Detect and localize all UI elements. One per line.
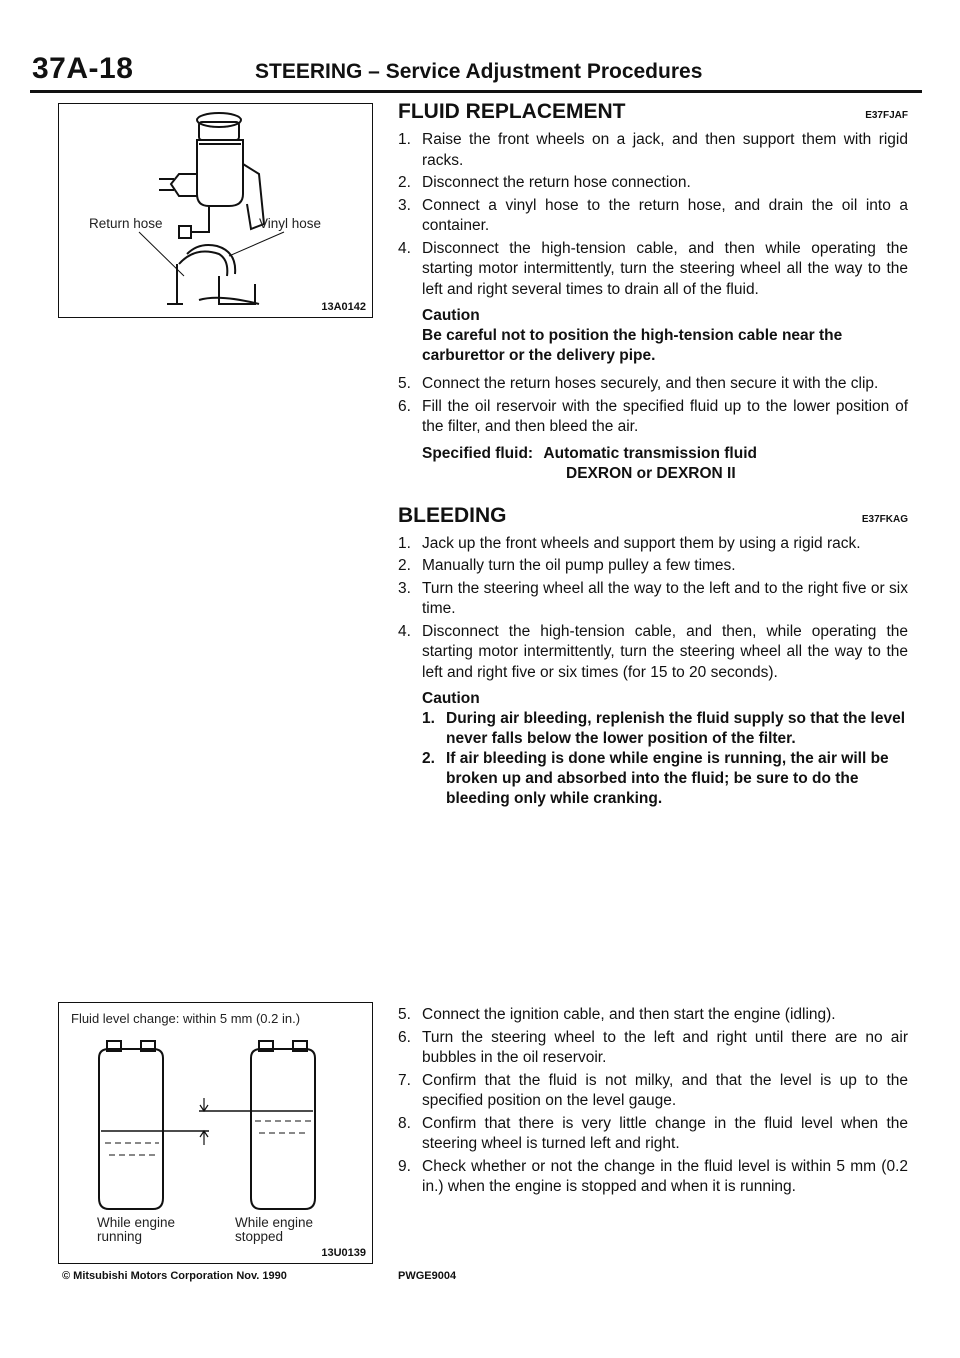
section-title: STEERING – Service Adjustment Procedures [255,60,703,83]
list-item: 8. Confirm that there is very little change in the fluid level when the steering wheel is turned left and right. [398,1114,908,1152]
specified-fluid [398,444,908,484]
main-column-bottom [398,1005,908,1200]
list-item: 6. Fill the oil reservoir with the specified fluid up to the lower position of the filter, and then bleed the air. [398,397,908,435]
heading-bleeding: BLEEDING [398,503,507,527]
spec-value-line2: DEXRON or DEXRON II [566,464,736,482]
list-item: 5. Connect the ignition cable, and then start the engine (idling). [398,1006,836,1023]
caution-title: Caution [422,690,480,707]
list-item: 6. Turn the steering wheel to the left and right until there are no air bubbles in the oil reservoir. [398,1028,908,1066]
figure-return-hose [58,103,373,318]
label-engine-stopped [235,1216,313,1244]
figure-fluid-level [58,1002,373,1264]
spec-value-line1: Automatic transmission fluid [543,444,757,462]
caution-text: Be careful not to position the high-tension cable near the carburettor or the delivery pipe. [422,327,843,364]
figure-code: 13U0139 [321,1247,366,1259]
caution-item: 2. If air bleeding is done while engine is running, the air will be broken up and absorbed into the fluid; be sure to do the bleeding only while cranking. [422,750,889,807]
label-stopped-line2: stopped [235,1229,284,1244]
page-number: 37A-18 [32,52,134,85]
fluid-replacement-header [398,100,908,126]
reservoir-hose-illustration [59,104,372,317]
list-item: 3. Turn the steering wheel all the way to the left and to the right five or six time. [398,579,908,617]
list-item: 1. Raise the front wheels on a jack, and then support them with rigid racks. [398,131,908,169]
list-item: 7. Confirm that the fluid is not milky, and that the level is up to the specified position on the level gauge. [398,1071,908,1109]
label-running-line1: While engine [97,1215,176,1230]
heading-fluid-replacement: FLUID REPLACEMENT [398,100,626,123]
list-item: 2. Disconnect the return hose connection. [398,174,691,191]
list-item: 3. Connect a vinyl hose to the return hose, and drain the oil into a container. [398,196,908,234]
caution-title: Caution [422,307,480,324]
caution-item: 1. During air bleeding, replenish the fluid supply so that the level never falls below the lower position of the filter. [422,710,906,747]
figure-code: 13A0142 [321,301,366,313]
label-vinyl-hose: Vinyl hose [259,216,322,231]
footer-doc-code: PWGE9004 [398,1270,457,1282]
footer-copyright: © Mitsubishi Motors Corporation Nov. 1990 [62,1270,287,1282]
figure-title: Fluid level change: within 5 mm (0.2 in.) [71,1011,301,1026]
label-stopped-line1: While engine [235,1215,314,1230]
header-rule [30,90,922,93]
list-item: 2. Manually turn the oil pump pulley a few times. [398,557,736,574]
spec-label: Specified fluid: [422,444,534,462]
list-item: 4. Disconnect the high-tension cable, and then while operating the starting motor intermittently, turn the steering wheel all the way to the left and right several times to drain all of the fluid. [398,239,908,298]
list-item: 9. Check whether or not the change in the fluid level is within 5 mm (0.2 in.) when the engine is stopped and when it is running. [398,1157,908,1195]
label-running-line2: running [97,1229,143,1244]
list-item: 5. Connect the return hoses securely, and then secure it with the clip. [398,375,879,392]
heading-code: E37FKAG [861,513,908,525]
bleeding-header [398,504,908,530]
list-item: 4. Disconnect the high-tension cable, and then, while operating the starting motor intermittently, turn the steering wheel all the way to the left and right five or six times (for 15 to 20 seconds). [398,622,908,681]
label-return-hose: Return hose [89,216,163,231]
label-engine-running [97,1216,175,1244]
heading-code: E37FJAF [865,110,908,121]
list-item: 1. Jack up the front wheels and support them by using a rigid rack. [398,534,861,552]
main-column-top [398,100,908,809]
